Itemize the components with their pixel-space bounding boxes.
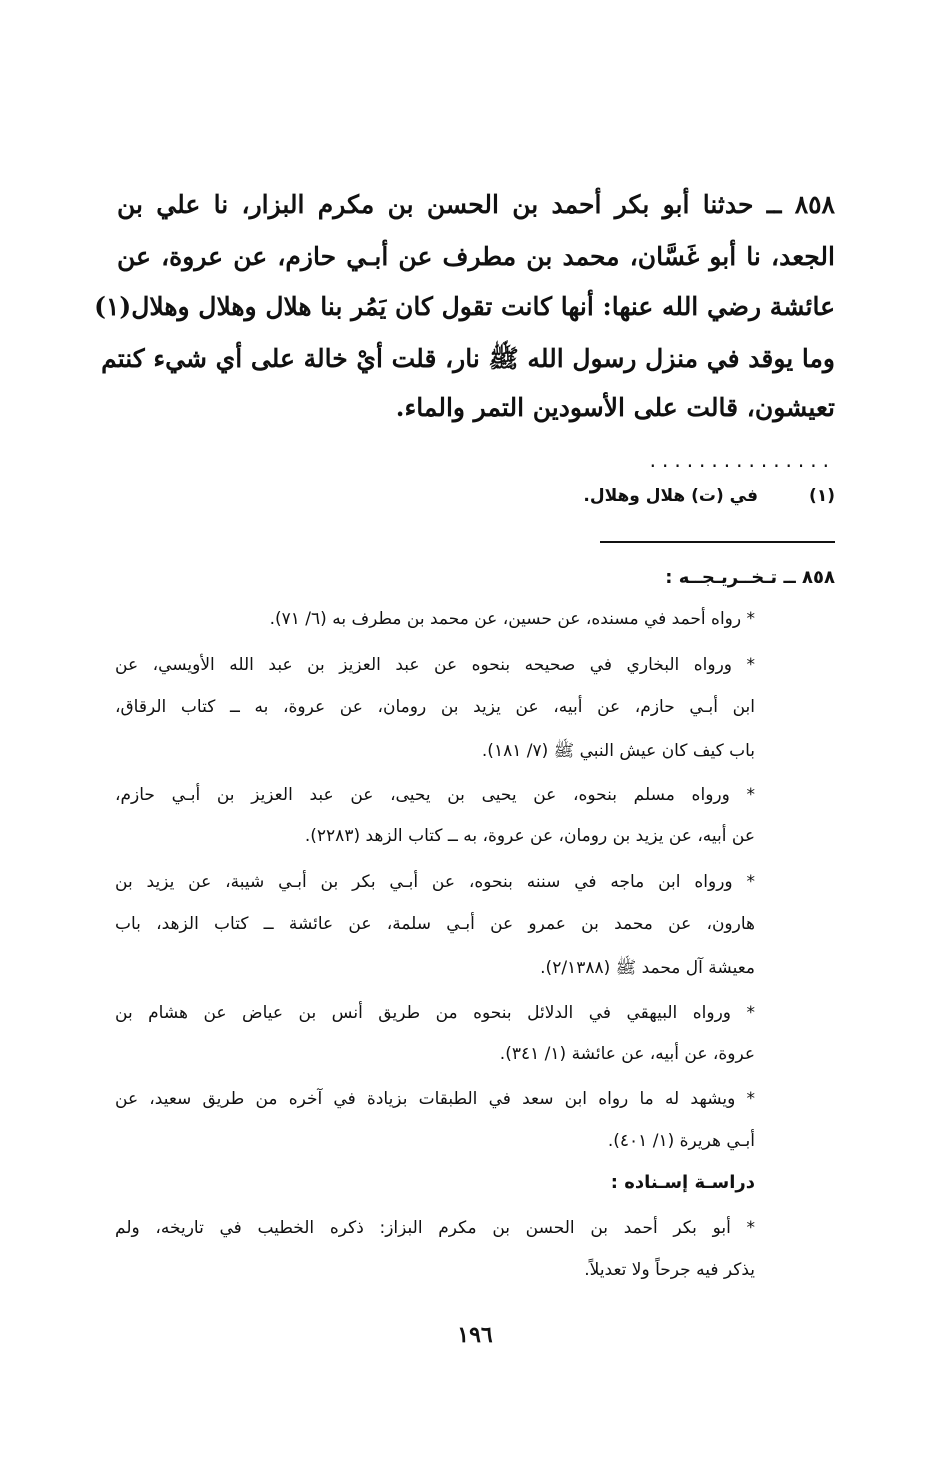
- hadith-line: تعيشون، قالت على الأسودين التمر والماء.: [395, 393, 835, 422]
- hadith-line: وما يوقد في منزل رسول الله ﷺ نار، قلت أيْ خالة على أي شيء كنتم: [101, 344, 835, 373]
- takhrij-line: عن أبيه، عن يزيد بن رومان، عن عروة، به ــ كتاب الزهد (٢٢٨٣).: [304, 826, 755, 846]
- page-number: ١٩٦: [457, 1322, 493, 1348]
- footnote-separator: ...............: [649, 448, 835, 472]
- takhrij-line: * ورواه البخاري في صحيحه بنحوه عن عبد العزيز بن عبد الله الأويسي، عن: [115, 655, 755, 675]
- takhrij-line: ابن أبـي حازم، عن أبيه، عن يزيد بن رومان، عن عروة، به ــ كتاب الرقاق،: [115, 697, 755, 717]
- takhrij-line: باب كيف كان عيش النبي ﷺ (٧/ ١٨١).: [481, 741, 755, 761]
- footnote-marker: (١): [809, 486, 835, 506]
- takhrij-line: * ورواه ابن ماجه في سننه بنحوه، عن أبـي بكر بن أبـي شيبة، عن يزيد بن: [115, 872, 755, 892]
- takhrij-line: هارون، عن محمد بن عمرو عن أبـي سلمة، عن عائشة ــ كتاب الزهد، باب: [115, 914, 755, 934]
- dirasa-line: * أبو بكر أحمد بن الحسن بن مكرم البزاز: ذكره الخطيب في تاريخه، ولم: [115, 1218, 755, 1238]
- takhrij-heading: ٨٥٨ ــ تـخــريـجــه :: [665, 567, 835, 588]
- takhrij-line: * ورواه البيهقي في الدلائل بنحوه من طريق أنس بن عياض عن هشام بن: [115, 1003, 755, 1023]
- takhrij-line: * ويشهد له ما رواه ابن سعد في الطبقات بزيادة في آخره من طريق سعيد، عن: [115, 1089, 755, 1109]
- takhrij-line: عروة، عن أبيه، عن عائشة (١/ ٣٤١).: [499, 1044, 755, 1064]
- takhrij-line: معيشة آل محمد ﷺ (٢/١٣٨٨).: [540, 958, 755, 978]
- takhrij-line: أبـي هريرة (١/ ٤٠١).: [607, 1131, 755, 1151]
- hadith-line: الجعد، نا أبو غَسَّان، محمد بن مطرف عن أبـي حازم، عن عروة، عن: [117, 242, 835, 271]
- takhrij-line: * ورواه مسلم بنحوه، عن يحيى بن يحيى، عن عبد العزيز بن أبـي حازم،: [115, 785, 755, 805]
- dirasa-line: يذكر فيه جرحاً ولا تعديلاً.: [584, 1260, 755, 1280]
- takhrij-line: * رواه أحمد في مسنده، عن حسين، عن محمد بن مطرف به (٦/ ٧١).: [269, 609, 755, 629]
- hadith-line: ٨٥٨ ــ حدثنا أبو بكر أحمد بن الحسن بن مكرم البزار، نا علي بن: [117, 190, 835, 219]
- section-rule: [600, 541, 835, 543]
- footnote-text: في (ت) هلال وهلال.: [583, 486, 758, 506]
- dirasa-heading: دراسـة إسـناده :: [610, 1172, 755, 1193]
- hadith-line: عائشة رضي الله عنها: أنها كانت تقول كان يَمُر بنا هلال وهلال وهلال(١): [94, 292, 835, 321]
